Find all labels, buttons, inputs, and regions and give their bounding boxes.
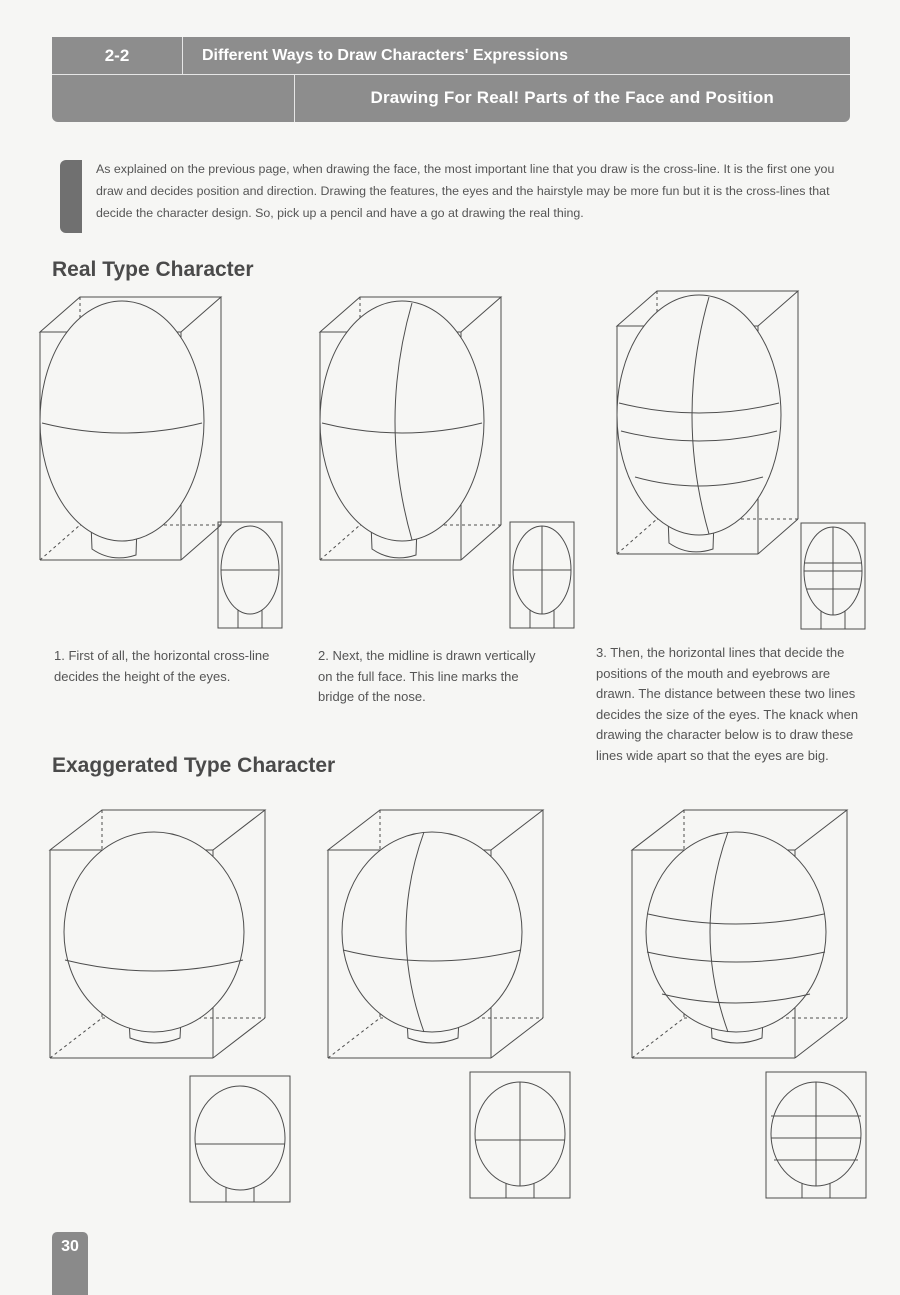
step3-caption: 3. Then, the horizontal lines that decide the positions of the mouth and eyebrows are drawn. The distance between these two lines decides the size of the eyes. The knack when drawing the character below is to draw these lines wide apart so that the eyes are big. xyxy=(596,645,859,763)
exaggerated-head-figure-step2 xyxy=(328,810,588,1210)
banner-divider xyxy=(294,74,295,122)
page-number: 30 xyxy=(61,1238,79,1255)
step1-caption: 1. First of all, the horizontal cross-line decides the height of the eyes. xyxy=(54,648,270,684)
page-subtitle: Drawing For Real! Parts of the Face and Position xyxy=(370,88,774,107)
intro-marker xyxy=(60,160,82,233)
real-type-heading: Real Type Character xyxy=(52,258,254,281)
real-head-figure-step1 xyxy=(40,297,290,637)
exaggerated-head-figure-step1 xyxy=(50,810,310,1210)
intro-paragraph: As explained on the previous page, when drawing the face, the most important line that you draw is the cross-line. It is the first one you draw and decides position and direction. Drawing the features, the eyes and the hairstyle may be more fun but it is the cross-lines that decide the character design. So, pick up a pencil and have a go at drawing the real thing. xyxy=(96,162,835,220)
real-head-figure-step3 xyxy=(617,291,867,631)
exaggerated-head-figure-step3 xyxy=(632,810,892,1210)
exaggerated-type-heading: Exaggerated Type Character xyxy=(52,754,336,777)
chapter-number: 2-2 xyxy=(52,37,183,74)
chapter-title: Different Ways to Draw Characters' Expressions xyxy=(202,47,568,64)
step2-caption: 2. Next, the midline is drawn vertically on the full face. This line marks the bridge of the nose. xyxy=(318,648,536,704)
banner-top-row xyxy=(52,37,850,75)
chapter-banner xyxy=(52,37,850,122)
real-head-figure-step2 xyxy=(320,297,570,637)
page-number-tab xyxy=(52,1232,88,1295)
